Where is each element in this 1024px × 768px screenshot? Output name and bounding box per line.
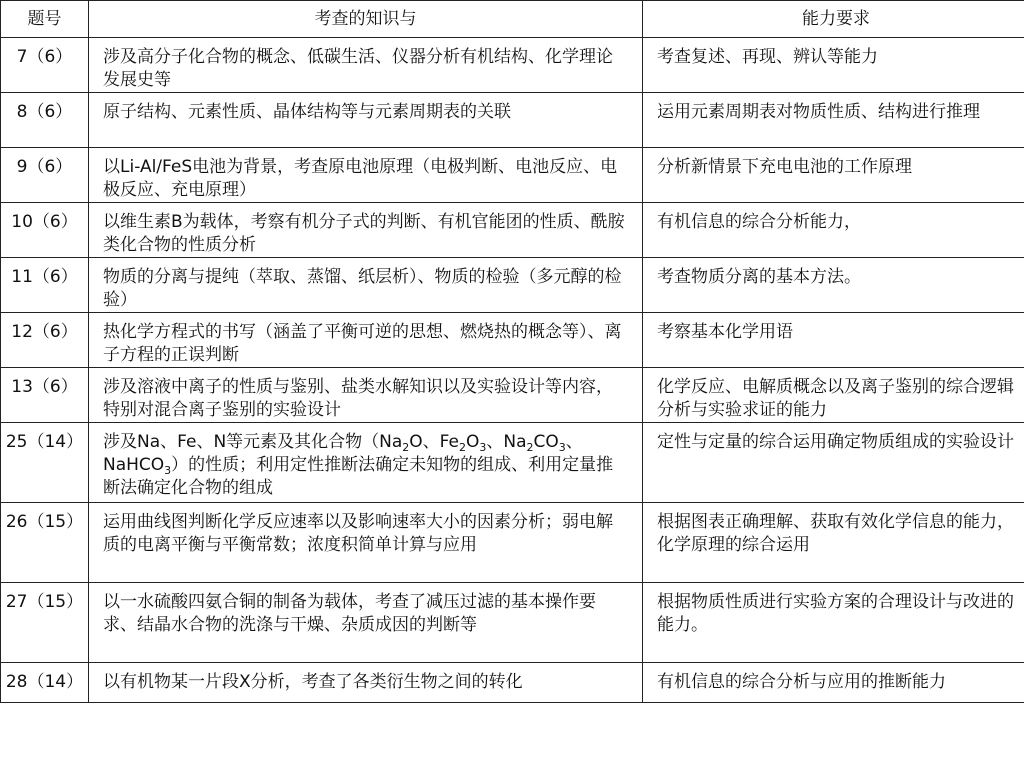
knowledge-cell [89, 423, 643, 503]
knowledge-text: O、Fe [409, 432, 459, 452]
subscript: 2 [402, 441, 410, 454]
knowledge-cell: 以Li-Al/FeS电池为背景，考查原电池原理（电极判断、电池反应、电极反应、充电原理） [89, 148, 643, 203]
table-row [1, 313, 1024, 368]
table-row [1, 503, 1024, 583]
question-number: 26（15） [1, 503, 89, 583]
subscript: 2 [526, 441, 534, 454]
ability-cell: 有机信息的综合分析与应用的推断能力 [643, 663, 1024, 703]
question-number: 10（6） [1, 203, 89, 258]
ability-cell: 分析新情景下充电电池的工作原理 [643, 148, 1024, 203]
knowledge-cell: 物质的分离与提纯（萃取、蒸馏、纸层析）、物质的检验（多元醇的检验） [89, 258, 643, 313]
ability-cell: 定性与定量的综合运用确定物质组成的实验设计 [643, 423, 1024, 503]
knowledge-cell: 以维生素B为载体，考察有机分子式的判断、有机官能团的性质、酰胺类化合物的性质分析 [89, 203, 643, 258]
ability-cell: 化学反应、电解质概念以及离子鉴别的综合逻辑分析与实验求证的能力 [643, 368, 1024, 423]
knowledge-text: 涉及Na、Fe、N等元素及其化合物（Na [103, 432, 403, 452]
table-row [1, 203, 1024, 258]
table-row [1, 423, 1024, 503]
table-row [1, 258, 1024, 313]
question-number: 7（6） [1, 38, 89, 93]
header-question-number: 题号 [1, 1, 89, 38]
knowledge-cell: 原子结构、元素性质、晶体结构等与元素周期表的关联 [89, 93, 643, 148]
question-number: 12（6） [1, 313, 89, 368]
ability-cell: 有机信息的综合分析能力， [643, 203, 1024, 258]
ability-cell: 根据图表正确理解、获取有效化学信息的能力，化学原理的综合运用 [643, 503, 1024, 583]
table-row [1, 663, 1024, 703]
ability-cell: 根据物质性质进行实验方案的合理设计与改进的能力。 [643, 583, 1024, 663]
question-number: 28（14） [1, 663, 89, 703]
header-ability: 能力要求 [643, 1, 1024, 38]
subscript: 3 [164, 464, 172, 477]
ability-cell: 考察基本化学用语 [643, 313, 1024, 368]
question-number: 9（6） [1, 148, 89, 203]
knowledge-text: 、NaHCO [103, 432, 583, 475]
knowledge-cell: 运用曲线图判断化学反应速率以及影响速率大小的因素分析；弱电解质的电离平衡与平衡常数；浓度积简单计算与应用 [89, 503, 643, 583]
ability-cell: 考查复述、再现、辨认等能力 [643, 38, 1024, 93]
table-row [1, 368, 1024, 423]
subscript: 2 [459, 441, 466, 454]
table-row [1, 38, 1024, 93]
question-number: 8（6） [1, 93, 89, 148]
table-row [1, 148, 1024, 203]
knowledge-text: 、Na [486, 432, 527, 452]
table-row [1, 93, 1024, 148]
knowledge-text: CO [533, 432, 559, 452]
ability-cell: 考查物质分离的基本方法。 [643, 258, 1024, 313]
header-knowledge: 考查的知识与 [89, 1, 643, 38]
question-number: 27（15） [1, 583, 89, 663]
knowledge-cell: 以一水硫酸四氨合铜的制备为载体，考查了减压过滤的基本操作要求、结晶水合物的洗涤与干燥、杂质成因的判断等 [89, 583, 643, 663]
subscript: 3 [558, 441, 566, 454]
subscript: 3 [479, 441, 487, 454]
knowledge-text: ）的性质；利用定性推断法确定未知物的组成、利用定量推断法确定化合物的组成 [103, 455, 614, 498]
ability-cell: 运用元素周期表对物质性质、结构进行推理 [643, 93, 1024, 148]
header-row [1, 1, 1024, 38]
knowledge-cell: 以有机物某一片段X分析，考查了各类衍生物之间的转化 [89, 663, 643, 703]
knowledge-text: O [466, 432, 480, 452]
question-number: 13（6） [1, 368, 89, 423]
knowledge-cell: 涉及溶液中离子的性质与鉴别、盐类水解知识以及实验设计等内容，特别对混合离子鉴别的实验设计 [89, 368, 643, 423]
table-row [1, 583, 1024, 663]
question-number: 25（14） [1, 423, 89, 503]
knowledge-cell: 热化学方程式的书写（涵盖了平衡可逆的思想、燃烧热的概念等）、离子方程的正误判断 [89, 313, 643, 368]
question-number: 11（6） [1, 258, 89, 313]
knowledge-cell: 涉及高分子化合物的概念、低碳生活、仪器分析有机结构、化学理论发展史等 [89, 38, 643, 93]
